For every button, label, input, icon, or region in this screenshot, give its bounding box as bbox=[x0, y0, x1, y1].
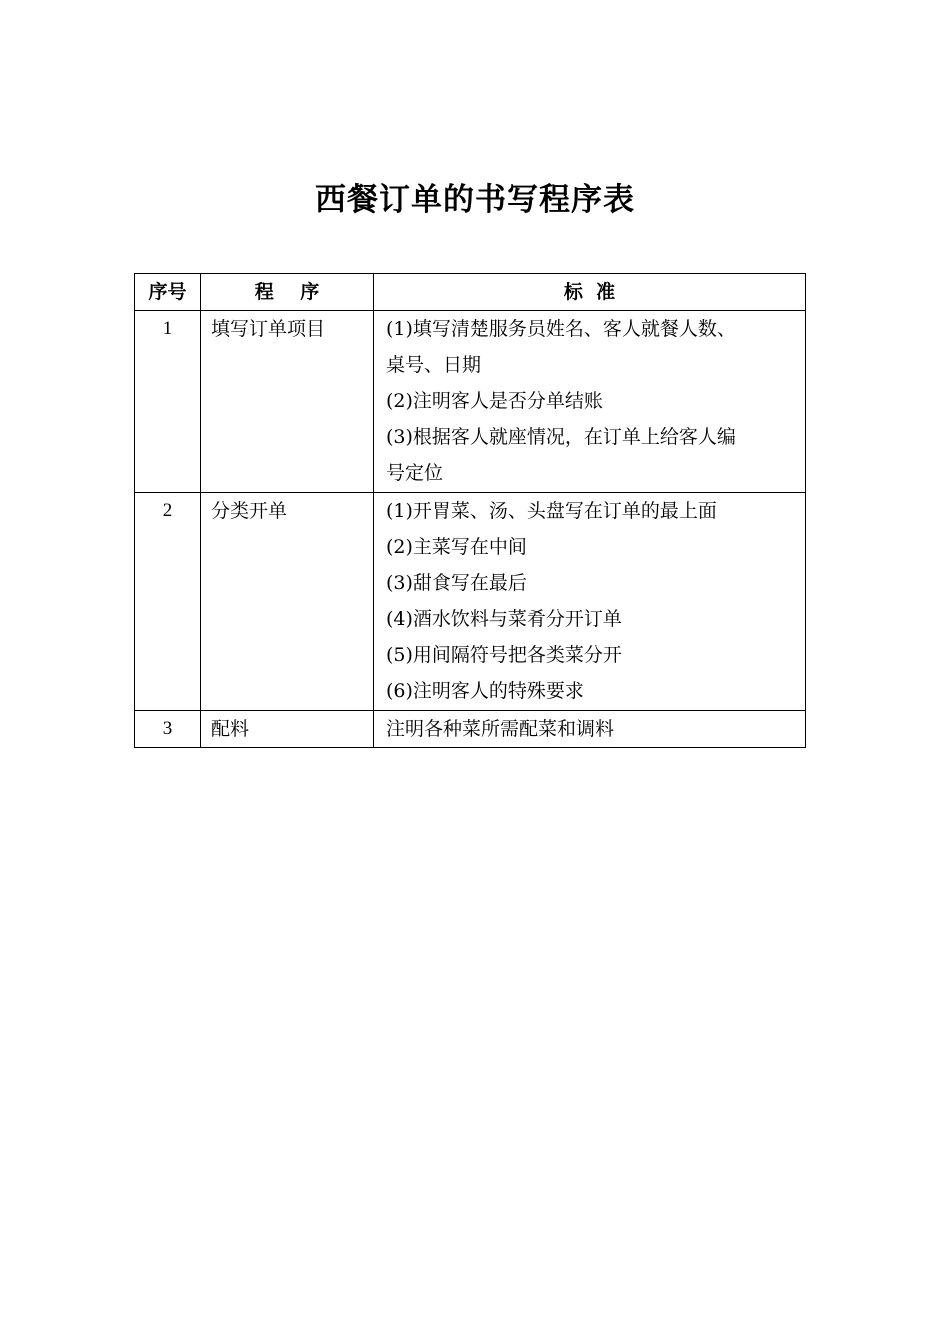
row-index: 2 bbox=[135, 493, 201, 711]
header-index: 序号 bbox=[135, 274, 201, 311]
row-procedure: 分类开单 bbox=[201, 493, 374, 711]
standard-line: 号定位 bbox=[386, 462, 444, 484]
row-standard bbox=[374, 493, 806, 711]
standard-line: (3)甜食写在最后 bbox=[386, 572, 527, 594]
table-header-row bbox=[135, 274, 806, 311]
procedure-table bbox=[134, 273, 806, 748]
row-standard bbox=[374, 311, 806, 493]
table-row bbox=[135, 493, 806, 711]
header-standard: 标 准 bbox=[374, 274, 806, 311]
header-procedure: 程 序 bbox=[201, 274, 374, 311]
row-procedure: 填写订单项目 bbox=[201, 311, 374, 493]
standard-line: 桌号、日期 bbox=[386, 354, 482, 376]
standard-line: 注明各种菜所需配菜和调料 bbox=[386, 718, 615, 740]
row-index: 3 bbox=[135, 711, 201, 748]
standard-line: (3)根据客人就座情况，在订单上给客人编 bbox=[386, 426, 736, 448]
row-standard bbox=[374, 711, 806, 748]
standard-line: (4)酒水饮料与菜肴分开订单 bbox=[386, 608, 622, 630]
row-procedure: 配料 bbox=[201, 711, 374, 748]
standard-line: (5)用间隔符号把各类菜分开 bbox=[386, 644, 622, 666]
standard-line: (2)注明客人是否分单结账 bbox=[386, 390, 603, 412]
standard-line: (6)注明客人的特殊要求 bbox=[386, 680, 584, 702]
table-row bbox=[135, 311, 806, 493]
page-title: 西餐订单的书写程序表 bbox=[315, 182, 635, 218]
row-index: 1 bbox=[135, 311, 201, 493]
standard-line: (1)开胃菜、汤、头盘写在订单的最上面 bbox=[386, 500, 717, 522]
standard-line: (1)填写清楚服务员姓名、客人就餐人数、 bbox=[386, 318, 736, 340]
standard-line: (2)主菜写在中间 bbox=[386, 536, 527, 558]
table-row bbox=[135, 711, 806, 748]
